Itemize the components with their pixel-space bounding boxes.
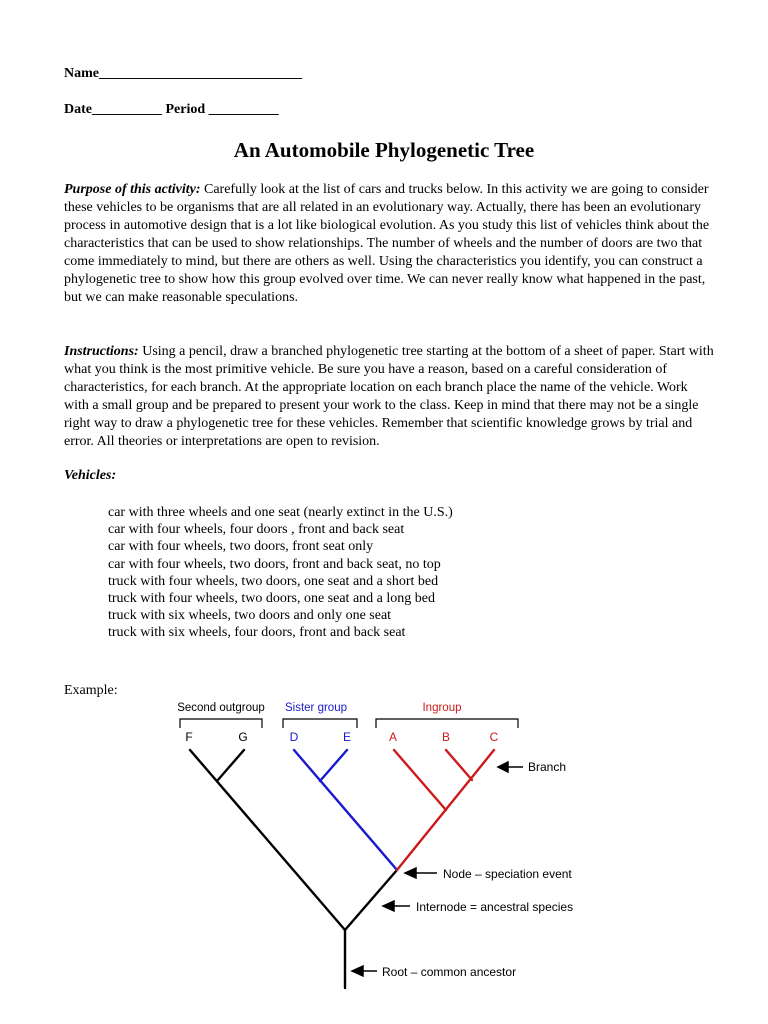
outgroup-bracket: [180, 719, 262, 728]
branch-d: [294, 750, 397, 870]
branch-a: [394, 750, 446, 810]
name-label: Name: [64, 66, 99, 81]
list-item: car with four wheels, two doors, front and back seat, no top: [108, 556, 441, 572]
purpose-text: Carefully look at the list of cars and trucks below. In this activity we are going to consider these vehicles to be organisms that are all related in an evolutionary way. Actually, there has been an evolutionary process in automotive design that is a lot like biological evolution. As you study this list of vehicles think about the characteristics that can be used to show relationships. The number of wheels and the number of doors are two that come immediately to mind, but there are others as well. Using the characteristics you identify, you can construct a phylogenetic tree to show how this group evolved over time. We can never really know what happened in the past, but we can make reasonable speculations.: [64, 182, 710, 305]
period-label: Period: [165, 102, 206, 117]
list-item: truck with six wheels, four doors, front and back seat: [108, 625, 406, 641]
arrow-icon: [498, 762, 508, 772]
second-outgroup-label: Second outgroup: [177, 702, 265, 714]
arrow-icon: [383, 901, 394, 911]
leaf-a: A: [388, 730, 398, 744]
list-item: car with four wheels, four doors , front and back seat: [108, 522, 405, 538]
arrow-icon: [405, 868, 416, 878]
vehicles-heading: Vehicles:: [64, 468, 117, 483]
list-item: truck with six wheels, two doors and only one seat: [108, 608, 392, 624]
list-item: car with four wheels, two doors, front seat only: [108, 539, 374, 555]
instructions-text: Using a pencil, draw a branched phylogenetic tree starting at the bottom of a sheet of paper. Start with what you think is the most primitive vehicle. Be sure you have a reason, based on a careful consideration of characteristics, for each branch. At the appropriate location on each branch place the name of the vehicle. Work with a small group and be prepared to present your work to the class. Keep in mind that there may not be a single right way to draw a phylogenetic tree for these vehicles. Remember that scientific knowledge grows by trial and error. All theories or interpretations are open to revision.: [64, 344, 714, 449]
leaf-f: F: [185, 730, 193, 744]
leaf-b: B: [441, 730, 451, 744]
date-label: Date: [64, 102, 92, 117]
branch-annotation: Branch: [528, 760, 567, 774]
root-annotation: Root – common ancestor: [382, 965, 517, 979]
branch-e: [320, 750, 347, 781]
ingroup-bracket: [376, 719, 518, 728]
purpose-label: Purpose of this activity:: [64, 182, 201, 197]
list-item: truck with four wheels, two doors, one seat and a short bed: [108, 573, 439, 589]
leaf-d: D: [289, 730, 299, 744]
internode-annotation: Internode = ancestral species: [416, 900, 574, 914]
branch-b: [446, 750, 472, 780]
ingroup-label: Ingroup: [422, 702, 462, 714]
leaf-e: E: [342, 730, 352, 744]
branch-g: [217, 750, 244, 781]
list-item: car with three wheels and one seat (nearly extinct in the U.S.): [108, 505, 453, 520]
branch-f: [190, 750, 345, 930]
example-label: Example:: [64, 683, 118, 698]
leaf-c: C: [489, 730, 499, 744]
node-annotation: Node – speciation event: [443, 867, 572, 881]
sister-bracket: [283, 719, 357, 728]
page-title: An Automobile Phylogenetic Tree: [233, 138, 535, 162]
sister-group-label: Sister group: [284, 702, 348, 714]
period-blank[interactable]: __________: [208, 102, 279, 117]
name-blank[interactable]: _____________________________: [99, 66, 302, 81]
date-blank[interactable]: __________: [92, 102, 162, 117]
list-item: truck with four wheels, two doors, one seat and a long bed: [108, 591, 435, 607]
internode-branch: [345, 870, 397, 930]
leaf-g: G: [238, 730, 248, 744]
instructions-label: Instructions:: [64, 344, 139, 359]
arrow-icon: [352, 966, 363, 976]
